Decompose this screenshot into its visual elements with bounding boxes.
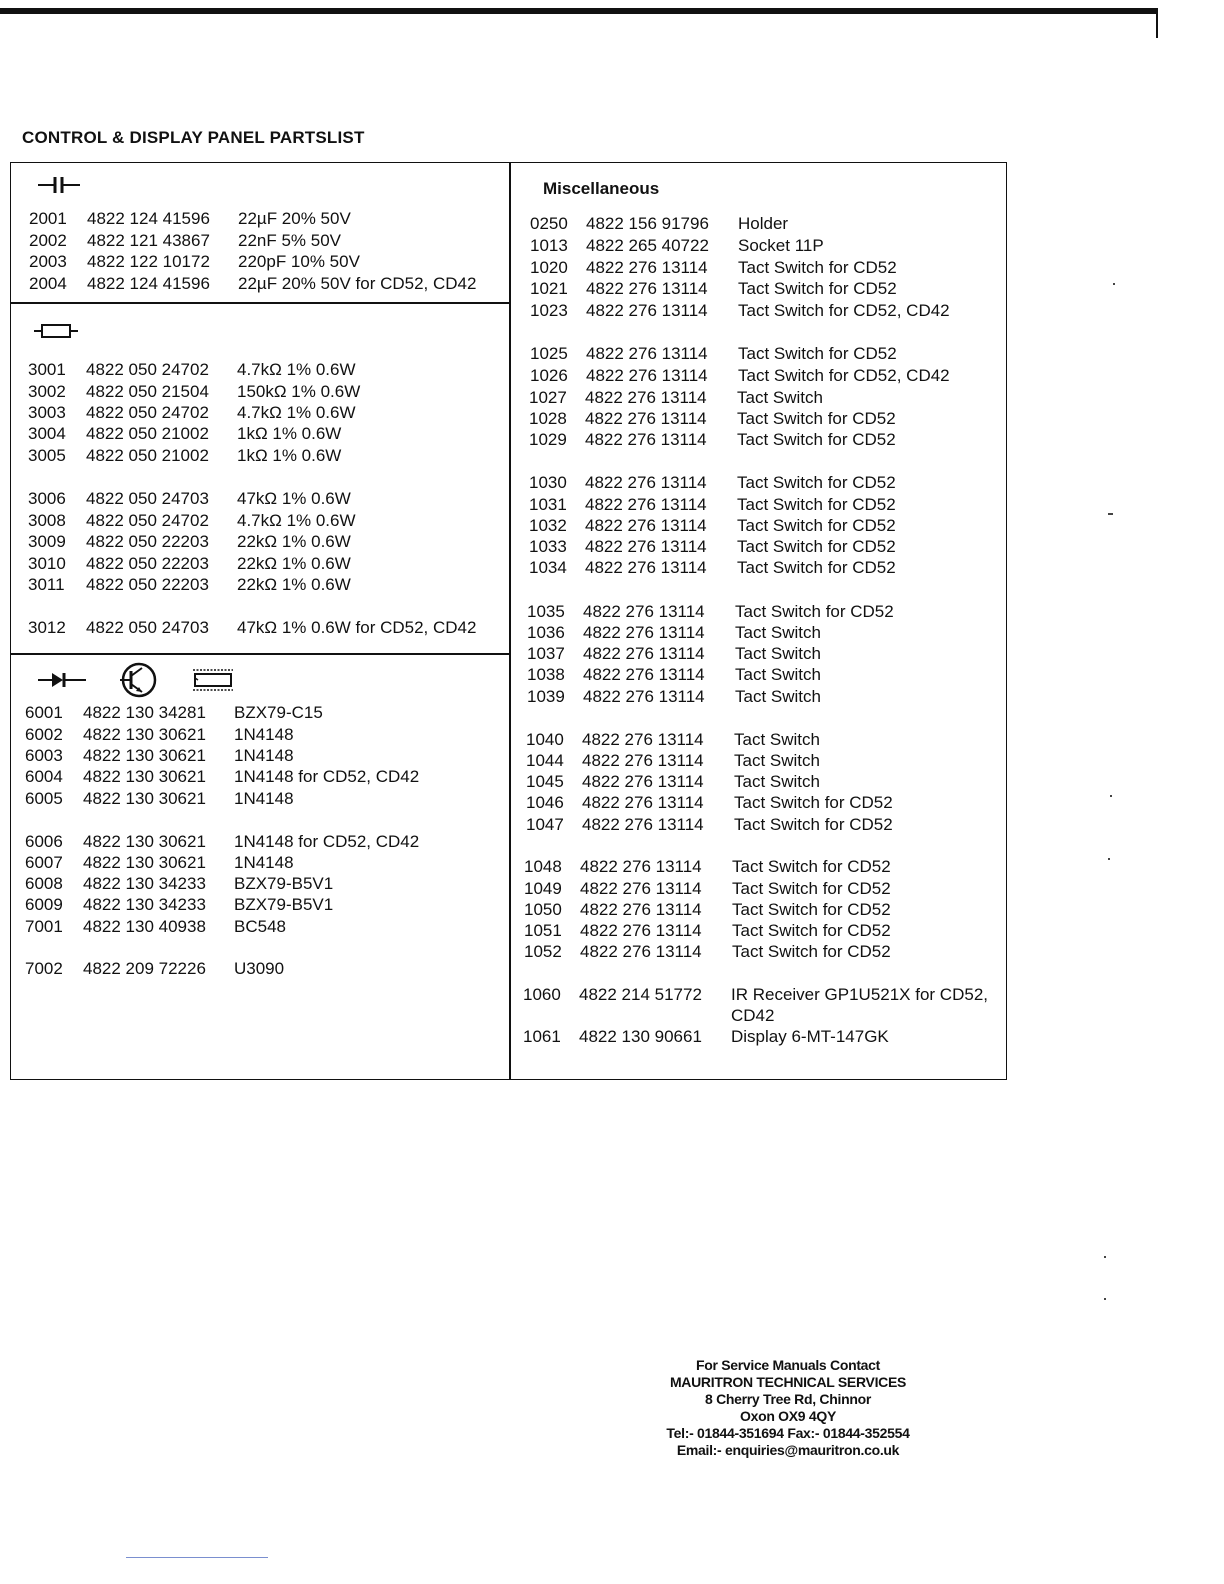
part-code: 4822 276 13114: [580, 879, 702, 898]
part-code: 4822 050 24703: [86, 618, 209, 637]
part-code: 4822 130 34233: [83, 874, 206, 893]
part-description: BZX79-B5V1: [234, 874, 334, 893]
part-code: 4822 130 90661: [579, 1027, 702, 1046]
part-code: 4822 276 13114: [586, 279, 708, 298]
part-ref: 3001: [28, 360, 66, 379]
part-description: Tact Switch: [734, 751, 820, 770]
scan-speck: [1113, 283, 1115, 285]
part-ref: 1029: [529, 430, 567, 449]
part-ref: 6009: [25, 895, 63, 914]
part-code: 4822 276 13114: [583, 602, 705, 621]
part-code: 4822 050 24702: [86, 511, 209, 530]
part-ref: 3005: [28, 446, 66, 465]
footer-line: For Service Manuals Contact: [695, 1357, 881, 1373]
part-description: Holder: [738, 214, 789, 233]
part-ref: 1045: [526, 772, 564, 791]
footer-email: Email:- enquiries@mauritron.co.uk: [676, 1442, 900, 1458]
part-code: 4822 276 13114: [585, 473, 707, 492]
part-description: Tact Switch for CD52: [732, 857, 891, 876]
part-code: 4822 276 13114: [582, 751, 704, 770]
part-ref: 2004: [29, 274, 67, 293]
part-description: 22nF 5% 50V: [238, 231, 342, 250]
part-ref: 1036: [527, 623, 565, 642]
part-description: Tact Switch for CD52: [732, 942, 891, 961]
part-description: 1N4148: [234, 746, 294, 765]
part-code: 4822 209 72226: [83, 959, 206, 978]
part-code: 4822 276 13114: [586, 366, 708, 385]
part-description: Tact Switch: [735, 623, 821, 642]
part-description: Tact Switch for CD52: [737, 558, 896, 577]
scan-speck: [1108, 513, 1113, 515]
part-ref: 1061: [523, 1027, 561, 1046]
part-description: Tact Switch: [735, 644, 821, 663]
part-description: 22kΩ 1% 0.6W: [237, 554, 351, 573]
part-ref: 1046: [526, 793, 564, 812]
part-description: 22kΩ 1% 0.6W: [237, 575, 351, 594]
part-description: Tact Switch for CD52: [737, 409, 896, 428]
part-code: 4822 276 13114: [585, 558, 707, 577]
part-ref: 6008: [25, 874, 63, 893]
part-ref: 1034: [529, 558, 567, 577]
part-code: 4822 130 30621: [83, 853, 206, 872]
part-description: Tact Switch for CD52: [738, 279, 897, 298]
part-code: 4822 276 13114: [580, 921, 702, 940]
part-description: Tact Switch for CD52: [732, 921, 891, 940]
part-code: 4822 156 91796: [586, 214, 709, 233]
part-description: U3090: [234, 959, 285, 978]
part-description: IR Receiver GP1U521X for CD52,: [731, 985, 988, 1004]
part-code: 4822 265 40722: [586, 236, 709, 255]
part-description: Tact Switch: [735, 687, 821, 706]
part-ref: 1047: [526, 815, 564, 834]
part-code: 4822 124 41596: [87, 209, 210, 228]
capacitor-symbol-icon: [38, 176, 80, 194]
part-ref: 1060: [523, 985, 561, 1004]
scan-speck: [1104, 1256, 1106, 1258]
part-ref: 2002: [29, 231, 67, 250]
part-code: 4822 276 13114: [585, 430, 707, 449]
part-ref: 3008: [28, 511, 66, 530]
column-divider: [509, 162, 511, 1080]
part-description-continued: CD42: [731, 1006, 775, 1025]
part-ref: 3006: [28, 489, 66, 508]
part-ref: 1023: [530, 301, 568, 320]
part-description: Socket 11P: [738, 236, 824, 255]
part-ref: 6002: [25, 725, 63, 744]
part-ref: 1035: [527, 602, 565, 621]
transistor-symbol-icon: [118, 661, 160, 699]
part-code: 4822 276 13114: [585, 537, 707, 556]
part-description: BZX79-B5V1: [234, 895, 334, 914]
part-ref: 1030: [529, 473, 567, 492]
part-description: Tact Switch for CD52: [737, 537, 896, 556]
part-description: 4.7kΩ 1% 0.6W: [237, 511, 356, 530]
part-description: 4.7kΩ 1% 0.6W: [237, 403, 356, 422]
resistor-symbol-icon: [34, 322, 80, 340]
part-description: Tact Switch for CD52, CD42: [738, 366, 950, 385]
part-description: Tact Switch: [737, 388, 823, 407]
part-description: 47kΩ 1% 0.6W: [237, 489, 351, 508]
part-ref: 2001: [29, 209, 67, 228]
scan-speck: [1104, 1298, 1106, 1300]
part-description: Tact Switch for CD52: [738, 258, 897, 277]
part-description: 22µF 20% 50V: [238, 209, 351, 228]
part-ref: 6003: [25, 746, 63, 765]
part-description: 1N4148: [234, 853, 294, 872]
part-ref: 1051: [524, 921, 562, 940]
part-description: 1N4148 for CD52, CD42: [234, 767, 420, 786]
part-description: 1N4148 for CD52, CD42: [234, 832, 420, 851]
top-border-tick: [1156, 10, 1158, 38]
part-code: 4822 050 21002: [86, 446, 209, 465]
top-border-bar: [0, 8, 1158, 14]
part-ref: 1033: [529, 537, 567, 556]
part-code: 4822 130 30621: [83, 767, 206, 786]
footer-company: MAURITRON TECHNICAL SERVICES: [669, 1374, 907, 1390]
part-description: 1N4148: [234, 789, 294, 808]
part-code: 4822 276 13114: [585, 516, 707, 535]
part-description: BC548: [234, 917, 286, 936]
part-code: 4822 124 41596: [87, 274, 210, 293]
footer-postcode: Oxon OX9 4QY: [740, 1408, 836, 1424]
part-ref: 7001: [25, 917, 63, 936]
part-code: 4822 121 43867: [87, 231, 210, 250]
part-code: 4822 276 13114: [583, 644, 705, 663]
part-code: 4822 050 24702: [86, 403, 209, 422]
part-code: 4822 050 24702: [86, 360, 209, 379]
part-code: 4822 122 10172: [87, 252, 210, 271]
part-description: Tact Switch for CD52: [737, 430, 896, 449]
part-ref: 1049: [524, 879, 562, 898]
part-description: 1kΩ 1% 0.6W: [237, 446, 342, 465]
part-code: 4822 276 13114: [583, 665, 705, 684]
part-ref: 0250: [530, 214, 568, 233]
part-code: 4822 130 30621: [83, 832, 206, 851]
part-description: Tact Switch for CD52: [737, 516, 896, 535]
part-code: 4822 130 40938: [83, 917, 206, 936]
part-ref: 2003: [29, 252, 67, 271]
part-code: 4822 050 22203: [86, 532, 209, 551]
part-description: Tact Switch: [735, 665, 821, 684]
part-code: 4822 130 30621: [83, 789, 206, 808]
part-code: 4822 276 13114: [586, 258, 708, 277]
resistor-section-divider: [10, 653, 510, 655]
part-code: 4822 276 13114: [583, 687, 705, 706]
footer-phone: Tel:- 01844-351694 Fax:- 01844-352554: [666, 1425, 910, 1441]
part-ref: 1032: [529, 516, 567, 535]
part-ref: 1028: [529, 409, 567, 428]
scan-speck: [1108, 858, 1110, 860]
part-description: BZX79-C15: [234, 703, 323, 722]
part-ref: 6001: [25, 703, 63, 722]
part-ref: 6005: [25, 789, 63, 808]
part-code: 4822 050 22203: [86, 554, 209, 573]
part-ref: 3012: [28, 618, 66, 637]
part-description: Tact Switch for CD52: [737, 473, 896, 492]
part-description: Tact Switch for CD52: [732, 900, 891, 919]
part-ref: 1026: [530, 366, 568, 385]
part-description: 150kΩ 1% 0.6W: [237, 382, 361, 401]
part-code: 4822 276 13114: [582, 730, 704, 749]
scan-speck: [1110, 795, 1112, 797]
part-ref: 6004: [25, 767, 63, 786]
ic-symbol-icon: [191, 668, 235, 692]
part-description: Tact Switch for CD52: [738, 344, 897, 363]
part-description: 1N4148: [234, 725, 294, 744]
part-code: 4822 276 13114: [585, 495, 707, 514]
part-description: Tact Switch: [734, 730, 820, 749]
part-code: 4822 130 34281: [83, 703, 206, 722]
part-description: 220pF 10% 50V: [238, 252, 360, 271]
part-description: 1kΩ 1% 0.6W: [237, 424, 342, 443]
part-code: 4822 276 13114: [583, 623, 705, 642]
part-code: 4822 050 24703: [86, 489, 209, 508]
part-ref: 7002: [25, 959, 63, 978]
part-ref: 1037: [527, 644, 565, 663]
diode-symbol-icon: [38, 670, 88, 690]
part-code: 4822 276 13114: [580, 857, 702, 876]
part-description: 47kΩ 1% 0.6W for CD52, CD42: [237, 618, 477, 637]
part-ref: 1020: [530, 258, 568, 277]
footer-address: 8 Cherry Tree Rd, Chinnor: [705, 1391, 871, 1407]
misc-heading: Miscellaneous: [543, 179, 660, 198]
capacitor-section-divider: [10, 302, 510, 304]
part-code: 4822 050 21002: [86, 424, 209, 443]
part-code: 4822 050 21504: [86, 382, 209, 401]
part-ref: 1052: [524, 942, 562, 961]
part-description: Tact Switch for CD52: [734, 815, 893, 834]
part-code: 4822 130 34233: [83, 895, 206, 914]
part-code: 4822 050 22203: [86, 575, 209, 594]
part-code: 4822 214 51772: [579, 985, 702, 1004]
page-title: CONTROL & DISPLAY PANEL PARTSLIST: [22, 128, 365, 147]
part-ref: 1040: [526, 730, 564, 749]
part-description: Tact Switch for CD52: [734, 793, 893, 812]
part-code: 4822 130 30621: [83, 746, 206, 765]
part-code: 4822 276 13114: [582, 772, 704, 791]
service-contact-footer: [660, 1357, 916, 1459]
part-ref: 1048: [524, 857, 562, 876]
part-ref: 1038: [527, 665, 565, 684]
part-ref: 1025: [530, 344, 568, 363]
part-code: 4822 276 13114: [582, 815, 704, 834]
part-ref: 3002: [28, 382, 66, 401]
part-code: 4822 276 13114: [586, 301, 708, 320]
part-ref: 3004: [28, 424, 66, 443]
part-code: 4822 276 13114: [580, 942, 702, 961]
part-ref: 1044: [526, 751, 564, 770]
part-ref: 1027: [529, 388, 567, 407]
part-ref: 1031: [529, 495, 567, 514]
part-ref: 6006: [25, 832, 63, 851]
part-description: Tact Switch for CD52, CD42: [738, 301, 950, 320]
part-code: 4822 276 13114: [585, 409, 707, 428]
part-code: 4822 276 13114: [582, 793, 704, 812]
part-description: 22µF 20% 50V for CD52, CD42: [238, 274, 477, 293]
bottom-scan-line: [126, 1557, 268, 1558]
part-description: Tact Switch for CD52: [735, 602, 894, 621]
part-description: Tact Switch: [734, 772, 820, 791]
part-ref: 1021: [530, 279, 568, 298]
part-ref: 3011: [28, 575, 65, 594]
part-ref: 3003: [28, 403, 66, 422]
part-description: Tact Switch for CD52: [737, 495, 896, 514]
part-ref: 1039: [527, 687, 565, 706]
part-description: 4.7kΩ 1% 0.6W: [237, 360, 356, 379]
part-ref: 3010: [28, 554, 66, 573]
part-ref: 3009: [28, 532, 66, 551]
part-code: 4822 276 13114: [580, 900, 702, 919]
part-ref: 1013: [530, 236, 568, 255]
part-code: 4822 276 13114: [585, 388, 707, 407]
part-description: Tact Switch for CD52: [732, 879, 891, 898]
part-code: 4822 276 13114: [586, 344, 708, 363]
part-ref: 1050: [524, 900, 562, 919]
part-code: 4822 130 30621: [83, 725, 206, 744]
part-description: 22kΩ 1% 0.6W: [237, 532, 351, 551]
part-ref: 6007: [25, 853, 63, 872]
part-description: Display 6-MT-147GK: [731, 1027, 889, 1046]
